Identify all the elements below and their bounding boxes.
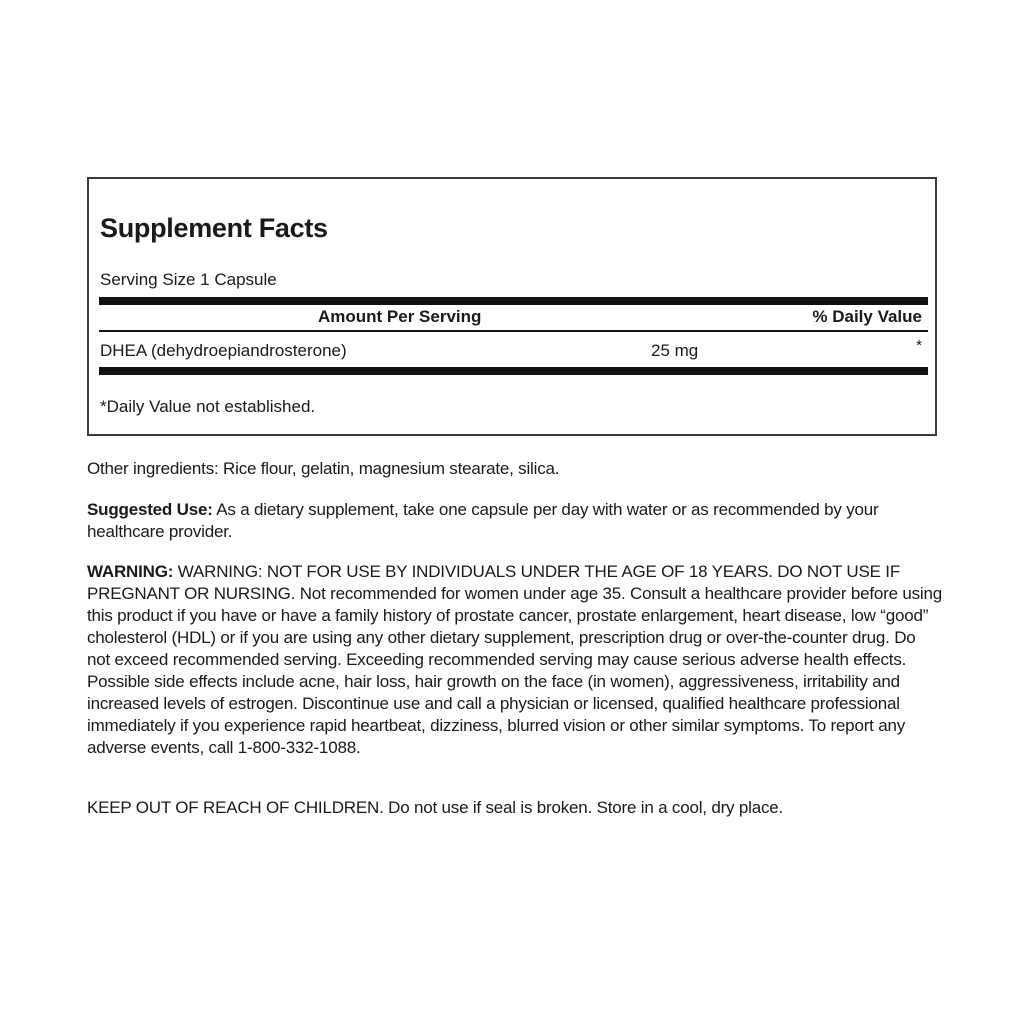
- warning: [87, 561, 942, 759]
- ingredient-name: DHEA (dehydroepiandrosterone): [100, 341, 347, 360]
- thick-divider-top: [99, 297, 928, 305]
- suggested-use: [87, 499, 942, 543]
- warning-label: WARNING:: [87, 562, 174, 581]
- serving-size: Serving Size 1 Capsule: [100, 270, 277, 289]
- thin-divider: [99, 330, 928, 332]
- other-ingredients: Other ingredients: Rice flour, gelatin, magnesium stearate, silica.: [87, 459, 560, 478]
- suggested-use-label: Suggested Use:: [87, 500, 213, 519]
- thick-divider-bottom: [99, 367, 928, 375]
- ingredient-amount: 25 mg: [651, 341, 699, 360]
- warning-text: WARNING: NOT FOR USE BY INDIVIDUALS UNDER THE AGE OF 18 YEARS. DO NOT USE IF PREGNANT OR NURSING. Not recommended for women under age 35. Consult a healthcare provider before using this product if you have or have a family history of prostate cancer, prostate enlargement, heart disease, low “good” cholesterol (HDL) or if you are using any other dietary supplement, prescription drug or over-the-counter drug. Do not exceed recommended serving. Exceeding recommended serving may cause serious adverse health effects. Possible side effects include acne, hair loss, hair growth on the face (in women), aggressiveness, irritability and increased levels of estrogen. Discontinue use and call a physician or licensed, qualified healthcare professional immediately if you experience rapid heartbeat, dizziness, blurred vision or other similar symptoms. To report any adverse events, call 1-800-332-1088.: [87, 562, 942, 757]
- daily-value-header: % Daily Value: [812, 307, 922, 326]
- amount-per-serving-header: Amount Per Serving: [318, 307, 482, 326]
- supplement-facts-title: Supplement Facts: [100, 213, 328, 243]
- daily-value-footnote: *Daily Value not established.: [100, 397, 316, 416]
- keep-out-of-reach-notice: KEEP OUT OF REACH OF CHILDREN. Do not use if seal is broken. Store in a cool, dry place.: [87, 798, 784, 817]
- supplement-facts-panel: [87, 177, 937, 436]
- ingredient-daily-value: *: [916, 337, 922, 354]
- suggested-use-text: As a dietary supplement, take one capsule per day with water or as recommended by your healthcare provider.: [87, 500, 879, 541]
